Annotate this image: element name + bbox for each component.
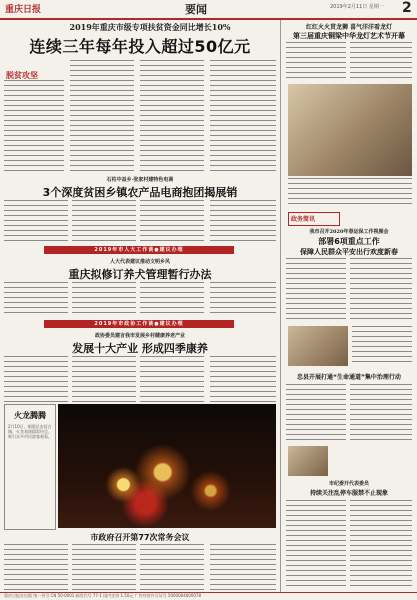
lead-headline: 连续三年每年投入超过50亿元 [29, 37, 251, 56]
right-mid-kicker: 我市召开2020年春运保工作视频会 [309, 229, 389, 235]
right-bottom-text-1 [286, 500, 346, 590]
right-lower-photo [288, 446, 328, 476]
right-bottom-headline: 持续关注乱停车服禁不止现象 [309, 490, 388, 497]
cppcc-work-banner: 2019年市政协工作谈●建议办理 [44, 320, 234, 328]
briefs-logo: 政务简讯 [291, 216, 316, 223]
right-mid-headline-1: 部署6项重点工作 [318, 237, 380, 246]
story-b-text-1 [4, 282, 68, 316]
column-divider [280, 20, 281, 592]
photo-caption-title: 火龙腾腾 [14, 411, 46, 420]
footer-imprint: 重庆日报社出版 统一刊号 CN 50-0001 邮发代号 77-1 国内定价 1.50元 广告经营许可证号 5000004000078 [4, 593, 202, 598]
lantern-text-2 [350, 42, 412, 82]
story-c-text-2 [72, 356, 136, 402]
right-bottom-kicker: 市纪委开代表委员 [328, 481, 369, 487]
story-a-headline: 3个深度贫困乡镇农产品电商抱团揭展销 [42, 186, 238, 199]
newspaper-logo: 重庆日报 [5, 5, 42, 15]
bottom-text-3 [140, 544, 204, 590]
lantern-text-1 [286, 42, 346, 82]
right-lower-text-2 [350, 384, 412, 442]
lantern-festival-photo [288, 84, 412, 176]
bottom-text-2 [72, 544, 136, 590]
lead-text-col-1 [4, 80, 64, 172]
right-lower-headline: 忠县开展打通“生命通道”集中治理行动 [297, 374, 401, 381]
right-mid-text-2 [350, 258, 412, 322]
section-title: 要闻 [185, 3, 207, 16]
right-bottom-text-2 [350, 500, 412, 590]
story-b-kicker: 人大代表建议推动文明乡风 [109, 259, 170, 265]
story-b-text-4 [210, 282, 276, 316]
story-c-text-3 [140, 356, 204, 402]
story-a-text-3 [140, 200, 204, 242]
right-mid-text-1 [286, 258, 346, 322]
lantern-photo-caption [288, 178, 412, 208]
lead-text-col-3 [140, 60, 204, 172]
lantern-festival-kicker: 红红火火贯龙狮 喜气洋洋看龙灯 [305, 24, 393, 31]
bottom-text-1 [4, 544, 68, 590]
story-c-kicker: 政协委员建言我市发展乡村健康养老产业 [94, 333, 185, 339]
story-a-text-4 [210, 200, 276, 242]
page-number: 2 [402, 0, 412, 16]
story-a-text-2 [72, 200, 136, 242]
story-a-kicker: 石柱中益乡·张家村建特色电商 [106, 177, 174, 183]
story-b-text-3 [140, 282, 204, 316]
story-b-headline: 重庆拟修订养犬管理暂行办法 [68, 268, 212, 281]
story-c-text-1 [4, 356, 68, 402]
photo-caption-body: 2月10日，铜梁区安居古城，火龙表演精彩纷呈，吸引众多市民游客观看。 [8, 424, 52, 439]
story-a-text-1 [4, 200, 68, 242]
right-mid-text-3 [352, 326, 412, 366]
lead-text-col-2 [70, 60, 134, 172]
story-b-text-2 [72, 282, 136, 316]
poverty-alleviation-stamp: 脱贫攻坚 [6, 70, 38, 80]
bottom-story-headline: 市政府召开第77次常务会议 [90, 533, 190, 542]
bottom-text-4 [210, 544, 276, 590]
npc-work-banner: 2019年市人大工作谈●建议办理 [44, 246, 234, 254]
right-mid-headline-2: 保障人民群众平安出行欢度新春 [300, 248, 398, 256]
right-lower-text-1 [286, 384, 346, 442]
fire-dragon-photo [58, 404, 276, 528]
right-mid-photo [288, 326, 348, 366]
lead-text-col-4 [210, 60, 276, 172]
issue-date: 2019年2月11日 星期一 [330, 4, 384, 10]
lead-subtitle: 2019年重庆市级专项扶贫资金同比增长10% [69, 22, 231, 32]
lantern-festival-headline: 第三届重庆铜梁中华龙灯艺术节开幕 [293, 32, 405, 40]
story-c-text-4 [210, 356, 276, 402]
story-c-headline: 发展十大产业 形成四季康养 [72, 342, 208, 355]
